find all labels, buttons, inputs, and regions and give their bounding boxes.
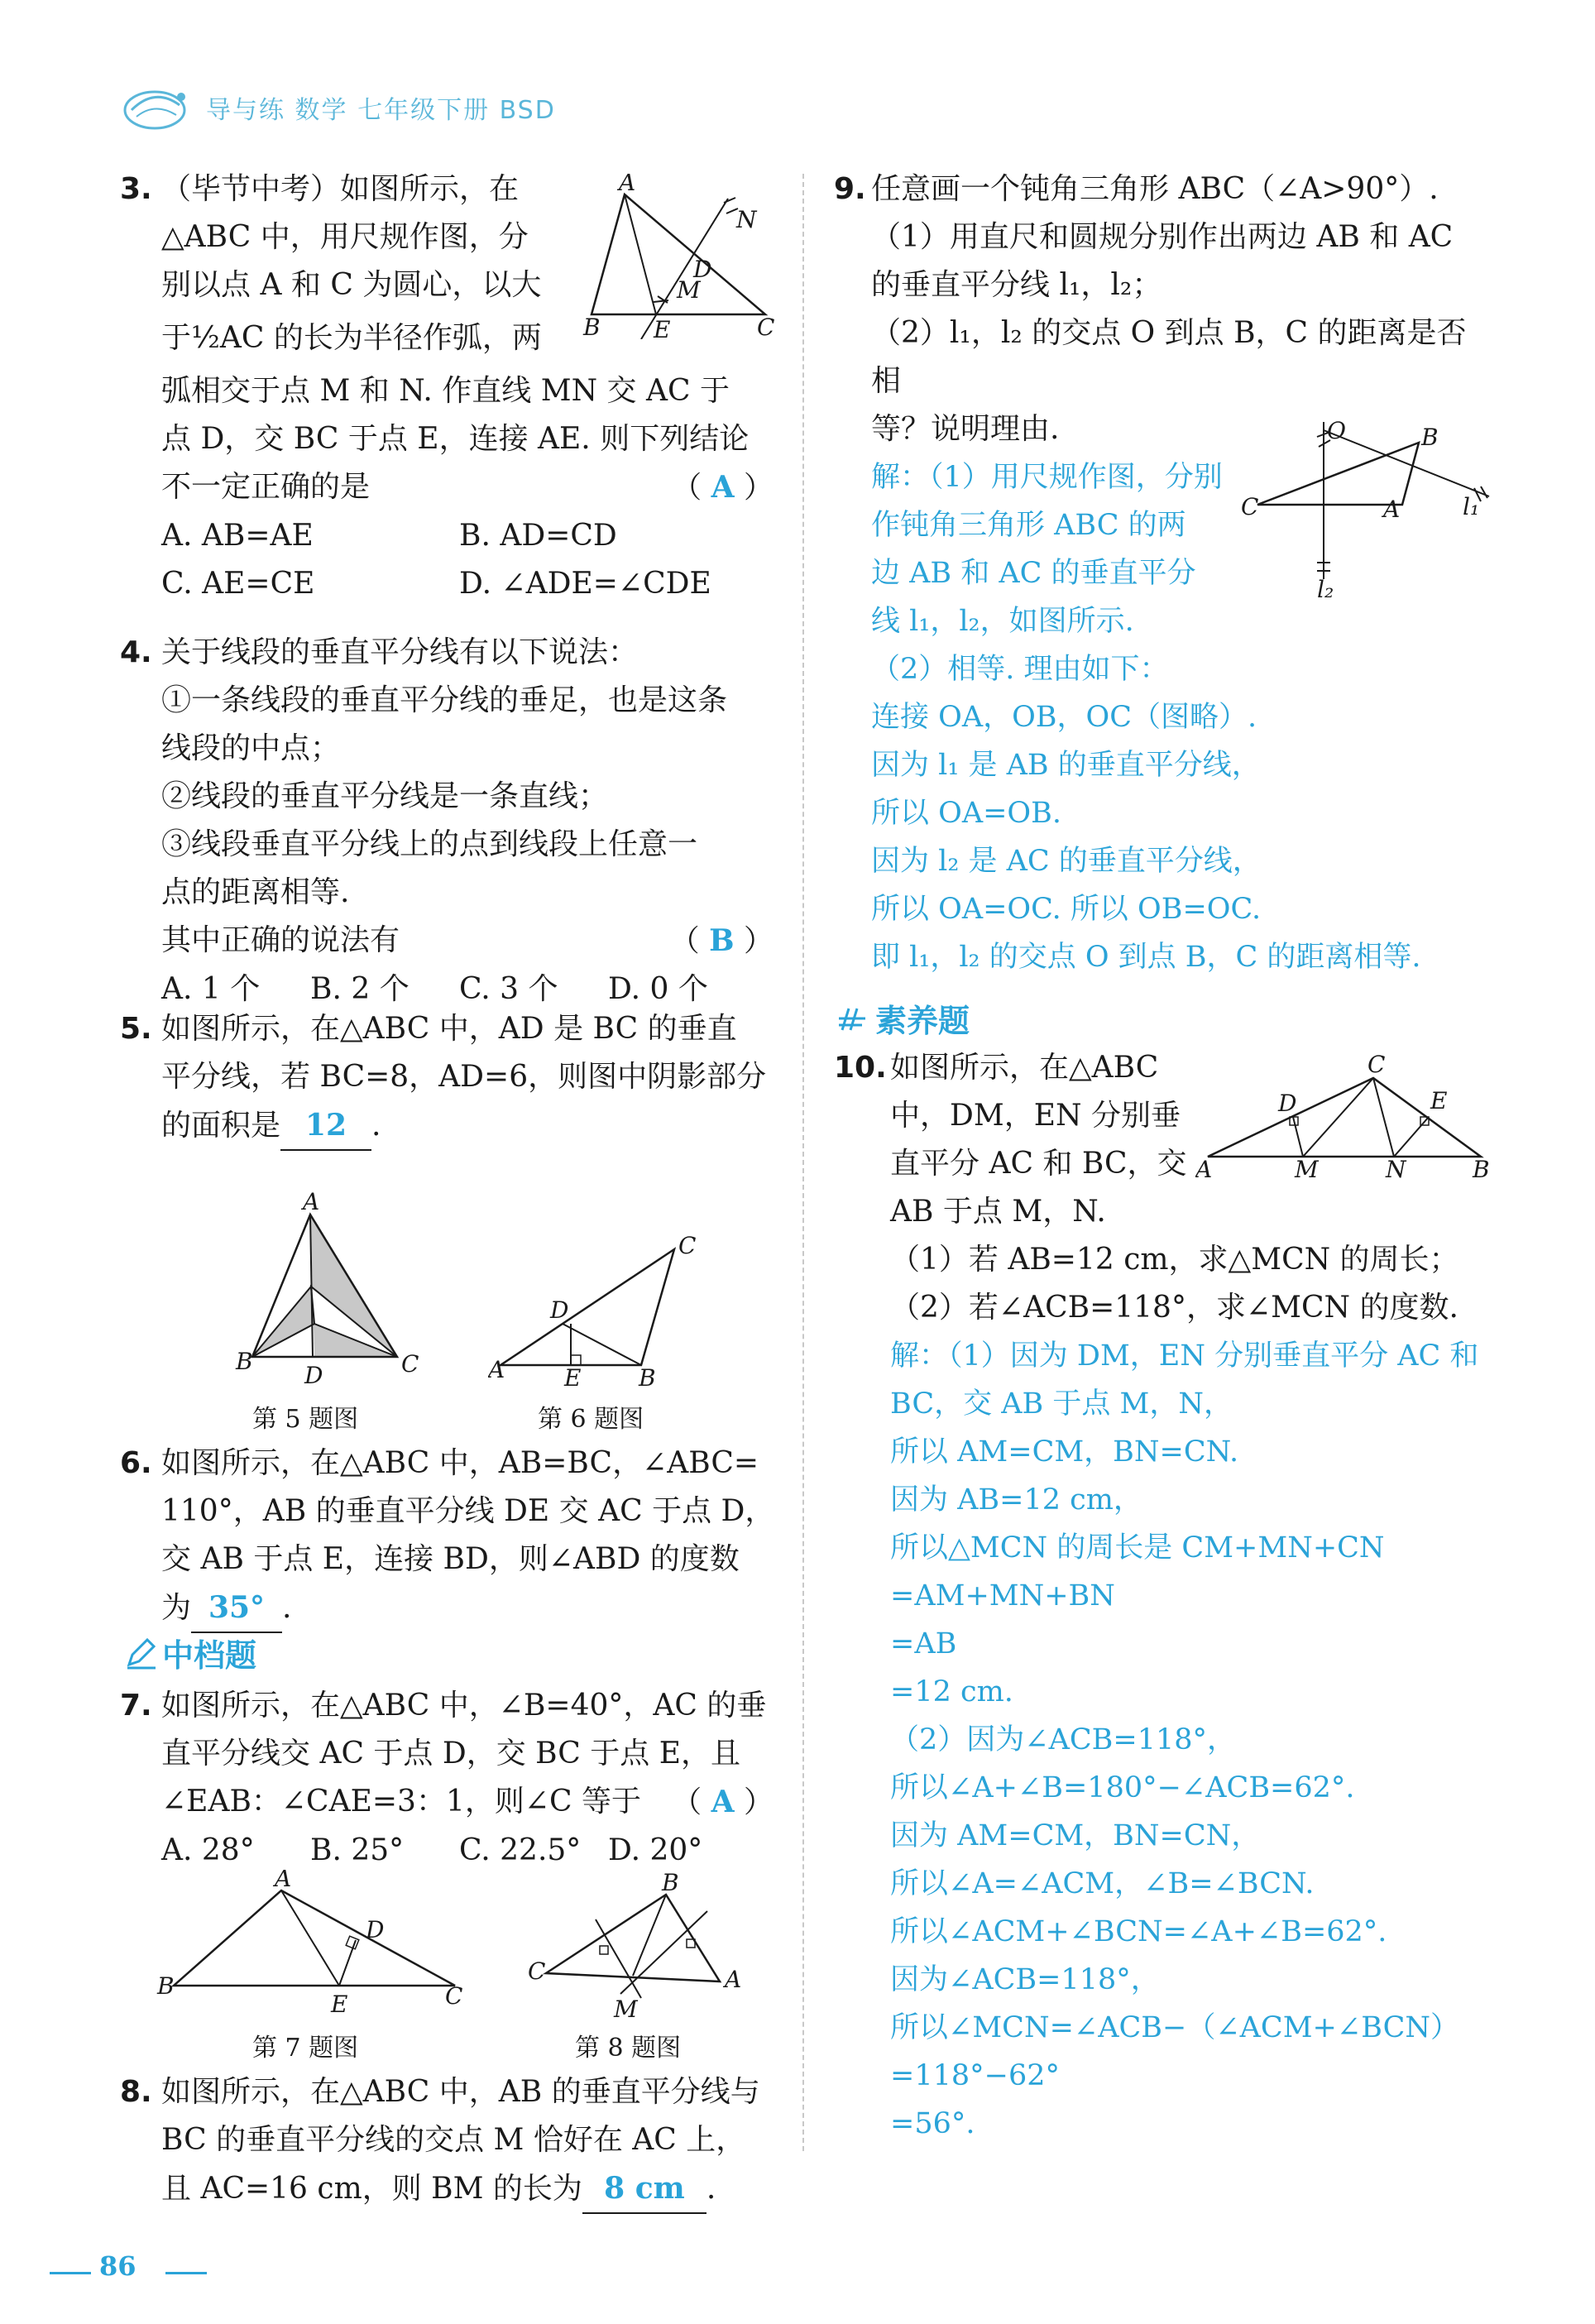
q7-answer: A	[711, 1785, 735, 1819]
q6-figure	[488, 1233, 703, 1390]
page-number-rule	[50, 2272, 91, 2274]
page-number-rule	[165, 2272, 207, 2274]
solution-line: 所以∠MCN=∠ACB−（∠ACM+∠BCN）	[890, 2011, 1459, 2044]
q7-line: 直平分线交 AC 于点 D，交 BC 于点 E，且	[161, 1737, 741, 1771]
solution-line: 因为 AB=12 cm，	[890, 1483, 1142, 1517]
fig-label: M	[1295, 1156, 1319, 1183]
question-number: 7.	[120, 1689, 152, 1723]
q9-line: 的垂直平分线 l₁，l₂；	[871, 268, 1162, 302]
q6-line: 110°，AB 的垂直平分线 DE 交 AC 于点 D，	[161, 1494, 775, 1528]
q6-answer-blank: 35°	[191, 1584, 282, 1633]
answer-bracket: （ A ）	[672, 470, 774, 505]
pencil-icon	[124, 1636, 157, 1670]
fig-label: C	[1367, 1051, 1386, 1078]
fig-label: M	[614, 1996, 638, 2023]
fig-label: C	[401, 1350, 419, 1378]
option-c: C. AE=CE	[161, 567, 315, 601]
fig-label: M	[677, 276, 701, 304]
q7-line: ∠EAB：∠CAE=3：1，则∠C 等于	[161, 1785, 642, 1818]
q8-caption: 第 8 题图	[575, 2034, 682, 2063]
question-7	[120, 1682, 782, 1875]
q10-line: AB 于点 M，N.	[890, 1195, 1106, 1229]
question-number: 10.	[834, 1051, 887, 1085]
page-number: 86	[99, 2250, 137, 2282]
q10-line: 中，DM，EN 分别垂	[890, 1099, 1181, 1133]
q5-answer-blank: 12	[280, 1101, 371, 1151]
question-number: 6.	[120, 1446, 152, 1480]
solution-line: =118°−62°	[890, 2059, 1060, 2092]
fig-label: B	[157, 1972, 175, 2000]
q10-line: 直平分 AC 和 BC，交	[890, 1147, 1187, 1181]
solution-line: =12 cm.	[890, 1675, 1013, 1708]
q8-answer-blank: 8 cm	[582, 2164, 706, 2214]
section-title: 素养题	[875, 1003, 970, 1039]
solution-line: 解：（1）用尺规作图，分别	[871, 461, 1223, 494]
fig-label: B	[1473, 1156, 1490, 1183]
q8-line: BC 的垂直平分线的交点 M 恰好在 AC 上，	[161, 2123, 746, 2157]
q10-line: 如图所示，在△ABC	[890, 1051, 1159, 1085]
solution-line: 所以∠A=∠ACM，∠B=∠BCN.	[890, 1867, 1315, 1900]
fig-label: E	[564, 1364, 582, 1390]
section-title: 中档题	[162, 1637, 257, 1674]
option-a: A. 1 个	[161, 972, 261, 1006]
fig-label: E	[331, 1991, 348, 2018]
fig-label: E	[1430, 1087, 1448, 1114]
solution-line: 线 l₁，l₂，如图所示.	[871, 605, 1134, 638]
q6-line: 为	[161, 1591, 192, 1625]
q5-line: 的面积是	[161, 1109, 281, 1143]
q4-line: 线段的中点；	[161, 731, 341, 765]
q9-line: （2）l₁，l₂ 的交点 O 到点 B，C 的距离是否相	[871, 316, 1467, 398]
q5-caption: 第 5 题图	[252, 1405, 359, 1434]
q3-line: 别以点 A 和 C 为圆心，以大	[161, 268, 542, 302]
q5-line: 平分线，若 BC=8，AD=6，则图中阴影部分	[161, 1060, 767, 1094]
q3-answer: A	[711, 470, 735, 505]
q9-line: 任意画一个钝角三角形 ABC（∠A>90°）.	[871, 172, 1439, 206]
q9-figure	[1241, 414, 1506, 600]
solution-line: 因为 l₂ 是 AC 的垂直平分线，	[871, 845, 1262, 878]
solution-line: （2）因为∠ACB=118°，	[890, 1723, 1237, 1756]
q10-figure	[1195, 1049, 1493, 1190]
q7-figure	[149, 1870, 480, 2035]
option-d: D. 20°	[608, 1833, 703, 1867]
q4-answer: B	[709, 923, 735, 958]
question-number: 9.	[834, 172, 866, 206]
q6-line: 交 AB 于点 E，连接 BD，则∠ABD 的度数	[161, 1542, 740, 1576]
solution-line: 因为∠ACB=118°，	[890, 1963, 1160, 1996]
solution-line: 所以∠A+∠B=180°−∠ACB=62°.	[890, 1771, 1355, 1804]
fig-label: B	[236, 1348, 253, 1375]
fig-label: C	[528, 1957, 546, 1985]
q8-line: 如图所示，在△ABC 中，AB 的垂直平分线与	[161, 2075, 760, 2109]
fig-label: B	[1421, 424, 1439, 451]
fig-label: C	[445, 1982, 463, 2010]
question-6: 6. 如图所示，在△ABC 中，AB=BC，∠ABC= 110°，AB 的垂直平分线 DE 交 AC 于点 D， 交 AB 于点 E，连接 BD，则∠ABD 的度数 为 35° .	[120, 1440, 782, 1633]
q4-line: 关于线段的垂直平分线有以下说法：	[161, 635, 639, 669]
question-number: 3.	[120, 172, 152, 206]
solution-line: =56°.	[890, 2107, 975, 2140]
q7-line: 如图所示，在△ABC 中，∠B=40°，AC 的垂	[161, 1689, 767, 1723]
solution-line: 所以∠ACM+∠BCN=∠A+∠B=62°.	[890, 1915, 1387, 1948]
question-5: 5. 如图所示，在△ABC 中，AD 是 BC 的垂直 平分线，若 BC=8，AD=6，则图中阴影部分 的面积是 12 .	[120, 1005, 782, 1151]
solution-line: （2）相等. 理由如下：	[871, 653, 1169, 686]
fig-label: A	[619, 174, 636, 196]
fig-label: C	[678, 1233, 697, 1259]
q3-figure	[579, 174, 778, 339]
fig-label: B	[662, 1870, 679, 1896]
question-number: 5.	[120, 1012, 152, 1046]
solution-line: 连接 OA，OB，OC（图略）.	[871, 701, 1257, 734]
fig-label: A	[725, 1966, 742, 1993]
question-8: 8. 如图所示，在△ABC 中，AB 的垂直平分线与 BC 的垂直平分线的交点 M 恰好在 AC 上， 且 AC=16 cm，则 BM 的长为 8 cm .	[120, 2068, 782, 2214]
q9-line: 等？说明理由.	[871, 412, 1060, 446]
fig-label: A	[488, 1356, 505, 1383]
fig-label: N	[736, 206, 757, 233]
q10-line: （2）若∠ACB=118°，求∠MCN 的度数.	[890, 1291, 1458, 1325]
option-d: D. ∠ADE=∠CDE	[459, 567, 711, 601]
q4-line: ②线段的垂直平分线是一条直线；	[161, 779, 609, 813]
q3-line: 于½AC 的长为半径作弧，两	[161, 321, 542, 355]
q9-line: （1）用直尺和圆规分别作出两边 AB 和 AC	[871, 220, 1454, 254]
fig-label: B	[639, 1364, 656, 1390]
column-divider	[802, 174, 804, 2151]
option-c: C. 22.5°	[459, 1833, 582, 1867]
q8-line: 且 AC=16 cm，则 BM 的长为	[161, 2172, 582, 2206]
fig-label: E	[654, 316, 671, 339]
fig-label: D	[304, 1362, 323, 1389]
solution-line: 所以 OA=OC. 所以 OB=OC.	[871, 893, 1262, 926]
core-icon	[837, 1002, 870, 1035]
fig-label: A	[303, 1191, 320, 1215]
solution-line: =AM+MN+BN	[890, 1579, 1115, 1612]
fig-label: l₂	[1317, 576, 1334, 600]
fig-label: C	[1241, 493, 1259, 520]
q4-line: ①一条线段的垂直平分线的垂足，也是这条	[161, 683, 728, 717]
solution-line: 边 AB 和 AC 的垂直平分	[871, 557, 1196, 590]
answer-bracket: （ B ）	[669, 923, 774, 958]
answer-bracket: （ A ）	[672, 1785, 774, 1819]
solution-line: 解：（1）因为 DM，EN 分别垂直平分 AC 和	[890, 1339, 1479, 1373]
fig-label: A	[275, 1870, 292, 1892]
q3-line: （毕节中考）如图所示，在	[161, 172, 520, 206]
solution-line: 即 l₁，l₂ 的交点 O 到点 B，C 的距离相等.	[871, 941, 1421, 974]
fig-label: N	[1386, 1156, 1406, 1183]
book-logo-icon	[120, 79, 194, 137]
solution-line: 所以△MCN 的周长是 CM+MN+CN	[890, 1531, 1385, 1565]
page-header	[120, 79, 556, 137]
option-b: B. 25°	[310, 1833, 405, 1867]
fig-label: D	[693, 256, 712, 283]
solution-line: 所以 OA=OB.	[871, 797, 1061, 830]
solution-line: =AB	[890, 1627, 957, 1660]
option-b: B. 2 个	[310, 972, 410, 1006]
fig-label: C	[757, 314, 775, 339]
q6-line: 如图所示，在△ABC 中，AB=BC，∠ABC=	[161, 1446, 759, 1480]
fig-label: O	[1327, 417, 1346, 444]
fig-label: D	[366, 1916, 385, 1943]
fig-label: D	[550, 1296, 569, 1324]
option-c: C. 3 个	[459, 972, 558, 1006]
q4-line: 点的距离相等.	[161, 875, 350, 909]
question-number: 8.	[120, 2075, 152, 2109]
fig-label: A	[1195, 1156, 1213, 1183]
q4-line: ③线段垂直平分线上的点到线段上任意一	[161, 827, 698, 861]
q3-line: 不一定正确的是	[161, 470, 371, 504]
solution-line: 因为 l₁ 是 AB 的垂直平分线，	[871, 749, 1261, 782]
q10-line: （1）若 AB=12 cm，求△MCN 的周长；	[890, 1243, 1459, 1277]
fig-label: l₁	[1463, 493, 1480, 520]
header-title: 导与练 数学 七年级下册 BSD	[206, 96, 556, 125]
section-core-literacy	[837, 995, 970, 1041]
fig-label: D	[1278, 1090, 1297, 1117]
q3-line: 点 D，交 BC 于点 E，连接 AE. 则下列结论	[161, 422, 750, 456]
q7-caption: 第 7 题图	[252, 2034, 359, 2063]
q10-solution	[890, 1332, 1496, 2148]
question-number: 4.	[120, 635, 152, 669]
solution-line: BC，交 AB 于点 M，N，	[890, 1387, 1233, 1421]
solution-line: 所以 AM=CM，BN=CN.	[890, 1435, 1239, 1469]
q5-line: 如图所示，在△ABC 中，AD 是 BC 的垂直	[161, 1012, 737, 1046]
option-d: D. 0 个	[608, 972, 708, 1006]
solution-line: 作钝角三角形 ABC 的两	[871, 509, 1186, 542]
q6-caption: 第 6 题图	[538, 1405, 644, 1434]
option-a: A. 28°	[161, 1833, 255, 1867]
q5-figure	[207, 1191, 422, 1390]
option-b: B. AD=CD	[459, 519, 617, 553]
q4-line: 其中正确的说法有	[161, 923, 400, 957]
fig-label: A	[1383, 496, 1401, 523]
option-a: A. AB=AE	[161, 519, 314, 553]
q3-line: △ABC 中，用尺规作图，分	[161, 220, 529, 254]
section-mid-level	[124, 1630, 256, 1675]
question-10	[834, 1044, 1496, 2148]
q8-figure	[521, 1870, 753, 2035]
fig-label: B	[583, 314, 601, 339]
q3-line: 弧相交于点 M 和 N. 作直线 MN 交 AC 于	[161, 374, 730, 408]
question-4	[120, 629, 782, 1013]
solution-line: 因为 AM=CM，BN=CN，	[890, 1819, 1261, 1852]
